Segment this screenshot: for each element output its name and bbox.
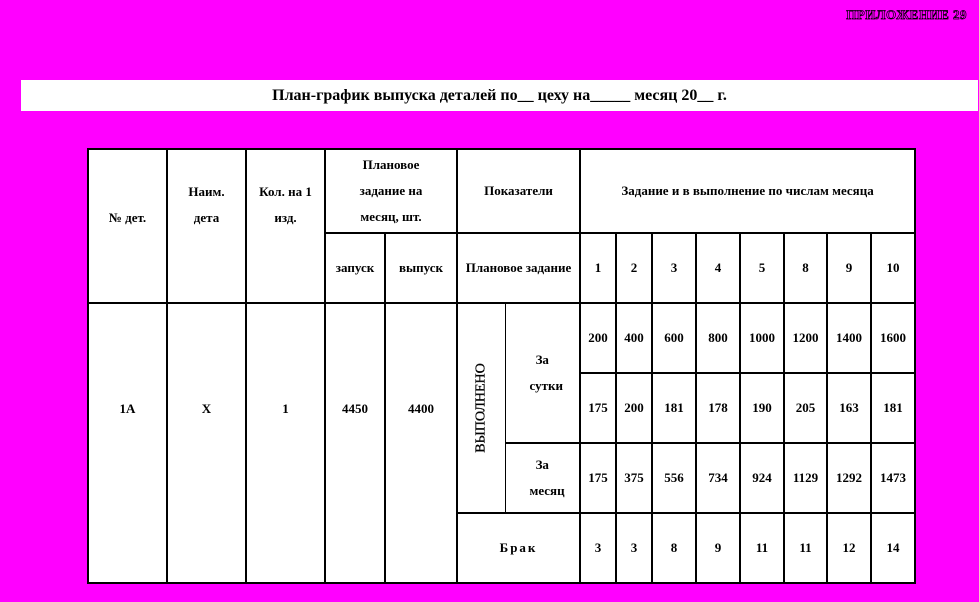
per-month-value: 1292 <box>827 443 871 513</box>
cell-release: 4400 <box>385 303 457 513</box>
per-day-value: 200 <box>616 373 652 443</box>
day-header: 3 <box>652 233 696 303</box>
per-day-value: 205 <box>784 373 827 443</box>
plan-value: 600 <box>652 303 696 373</box>
cell-qty: 1 <box>246 303 325 513</box>
header-qty: Кол. на 1 изд. <box>246 149 325 233</box>
per-month-value: 924 <box>740 443 784 513</box>
header-plan-task: Плановое задание на месяц, шт. <box>325 149 457 233</box>
per-month-value: 556 <box>652 443 696 513</box>
header-qty-cont <box>246 233 325 303</box>
per-month-value: 1473 <box>871 443 915 513</box>
per-day-value: 175 <box>580 373 616 443</box>
plan-value: 1400 <box>827 303 871 373</box>
cell-defect-label: Брак <box>457 513 580 583</box>
cell-done-label <box>457 303 505 513</box>
day-header: 2 <box>616 233 652 303</box>
header-plan-indicator: Плановое задание <box>457 233 580 303</box>
header-det-no: № дет. <box>88 149 167 233</box>
header-daily-task: Задание и в выполнение по числам месяца <box>580 149 915 233</box>
day-header: 10 <box>871 233 915 303</box>
defect-value: 11 <box>784 513 827 583</box>
cell-det-no: 1А <box>88 303 167 513</box>
empty-cell <box>325 513 385 583</box>
header-name: Наим. дета <box>167 149 246 233</box>
per-day-value: 178 <box>696 373 740 443</box>
per-month-value: 1129 <box>784 443 827 513</box>
empty-cell <box>167 513 246 583</box>
done-label-text: ВЫПОЛНЕНО <box>473 363 489 453</box>
cell-per-month-label: За месяц <box>505 443 580 513</box>
defect-value: 12 <box>827 513 871 583</box>
day-header: 8 <box>784 233 827 303</box>
per-month-value: 375 <box>616 443 652 513</box>
empty-cell <box>246 513 325 583</box>
defect-value: 3 <box>580 513 616 583</box>
per-day-value: 190 <box>740 373 784 443</box>
header-release: выпуск <box>385 233 457 303</box>
defect-value: 11 <box>740 513 784 583</box>
plan-value: 200 <box>580 303 616 373</box>
header-indicators: Показатели <box>457 149 580 233</box>
cell-per-day-label: За сутки <box>505 303 580 443</box>
plan-value: 1600 <box>871 303 915 373</box>
defect-value: 14 <box>871 513 915 583</box>
header-det-no-cont <box>88 233 167 303</box>
document-title: План-график выпуска деталей по__ цеху на_____ месяц 20__ г. <box>21 80 978 111</box>
defect-value: 8 <box>652 513 696 583</box>
appendix-label: ПРИЛОЖЕНИЕ 29 <box>846 7 967 22</box>
plan-value: 400 <box>616 303 652 373</box>
per-month-value: 175 <box>580 443 616 513</box>
day-header: 5 <box>740 233 784 303</box>
cell-launch: 4450 <box>325 303 385 513</box>
plan-value: 1200 <box>784 303 827 373</box>
per-day-value: 181 <box>652 373 696 443</box>
per-day-value: 181 <box>871 373 915 443</box>
plan-value: 1000 <box>740 303 784 373</box>
day-header: 1 <box>580 233 616 303</box>
defect-value: 9 <box>696 513 740 583</box>
header-launch: запуск <box>325 233 385 303</box>
plan-value: 800 <box>696 303 740 373</box>
header-name-cont <box>167 233 246 303</box>
per-day-value: 163 <box>827 373 871 443</box>
empty-cell <box>385 513 457 583</box>
cell-name: Х <box>167 303 246 513</box>
day-header: 4 <box>696 233 740 303</box>
per-month-value: 734 <box>696 443 740 513</box>
day-header: 9 <box>827 233 871 303</box>
empty-cell <box>88 513 167 583</box>
defect-value: 3 <box>616 513 652 583</box>
production-schedule-table <box>87 148 914 582</box>
